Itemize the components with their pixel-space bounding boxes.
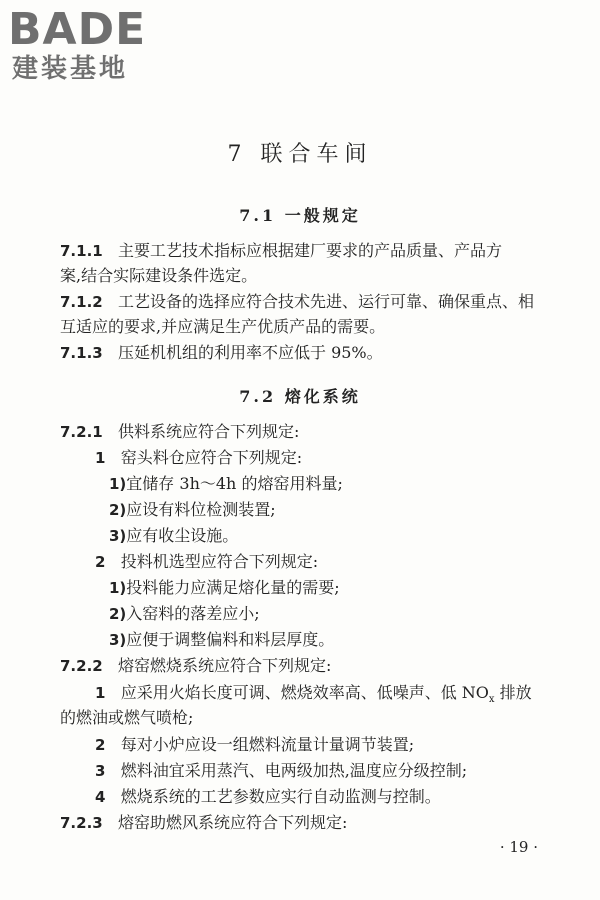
subitem-text: 投料能力应满足熔化量的需要;: [126, 578, 340, 597]
item-7-2-1-2: [95, 551, 318, 573]
item-number: 2: [95, 736, 106, 754]
subitem-number: 1): [109, 475, 127, 493]
clause-7-2-3: [60, 812, 347, 834]
subitem: [109, 499, 276, 521]
item-text: 窑头料仓应符合下列规定:: [120, 448, 303, 467]
clause-7-1-2: [60, 291, 534, 313]
subitem: [109, 603, 260, 625]
page-number: · 19 ·: [499, 838, 538, 856]
clause-7-2-1: [60, 421, 299, 443]
subitem: [109, 525, 238, 547]
subitem-text: 应有收尘设施。: [126, 526, 239, 545]
item-number: 4: [95, 788, 106, 806]
item-7-2-2-2: [95, 734, 414, 756]
clause-number: 7.1.3: [60, 344, 103, 362]
clause-number: 7.2.3: [60, 814, 103, 832]
subitem-number: 2): [109, 605, 127, 623]
clause-text: 压延机机组的利用率不应低于 95%。: [117, 343, 383, 362]
logo: [8, 6, 146, 84]
item-number: 3: [95, 762, 106, 780]
subitem-text: 应设有料位检测装置;: [126, 500, 276, 519]
subitem-number: 3): [109, 631, 127, 649]
item-7-2-2-4: [95, 786, 441, 808]
section-title-7-2: 7.2 熔化系统: [239, 387, 361, 406]
subitem-text: 宜储存 3h～4h 的熔窑用料量;: [126, 474, 343, 493]
item-text: 应采用火焰长度可调、燃烧效率高、低噪声、低 NO: [120, 683, 489, 702]
clause-7-1-1-cont: 案,结合实际建设条件选定。: [60, 266, 258, 285]
logo-subtitle: 建装基地: [12, 54, 129, 84]
subitem-number: 3): [109, 527, 127, 545]
subitem-number: 1): [109, 579, 127, 597]
clause-text: 熔窑燃烧系统应符合下列规定:: [117, 656, 332, 675]
item-text: 燃料油宜采用蒸汽、电两级加热,温度应分级控制;: [120, 761, 468, 780]
subitem-text: 入窑料的落差应小;: [126, 604, 260, 623]
item-subscript: x: [488, 694, 495, 706]
item-number: 1: [95, 684, 106, 702]
item-number: 2: [95, 553, 106, 571]
chapter-title: 7 联合车间: [227, 142, 373, 167]
item-7-2-1-1: [95, 447, 302, 469]
subitem-number: 2): [109, 501, 127, 519]
clause-number: 7.1.2: [60, 293, 103, 311]
clause-7-1-1: [60, 240, 502, 262]
clause-text: 主要工艺技术指标应根据建厂要求的产品质量、产品方: [117, 241, 502, 260]
item-text: 投料机选型应符合下列规定:: [120, 552, 319, 571]
clause-number: 7.2.2: [60, 657, 103, 675]
subitem: [109, 629, 334, 651]
logo-mark: BADE: [8, 4, 147, 55]
item-7-2-2-1-cont: 的燃油或燃气喷枪;: [60, 708, 194, 727]
section-title-7-1: 7.1 一般规定: [239, 206, 361, 225]
clause-number: 7.1.1: [60, 242, 103, 260]
item-text-tail: 排放: [494, 683, 532, 702]
clause-text: 熔窑助燃风系统应符合下列规定:: [117, 813, 348, 832]
subitem: [109, 577, 340, 599]
item-text: 每对小炉应设一组燃料流量计量调节装置;: [120, 735, 415, 754]
subitem-text: 应便于调整偏料和料层厚度。: [126, 630, 335, 649]
clause-7-1-3: [60, 342, 383, 364]
item-7-2-2-3: [95, 760, 467, 782]
clause-number: 7.2.1: [60, 423, 103, 441]
clause-7-2-2: [60, 655, 331, 677]
clause-7-1-2-cont: 互适应的要求,并应满足生产优质产品的需要。: [60, 317, 386, 336]
subitem: [109, 473, 343, 495]
clause-text: 供料系统应符合下列规定:: [117, 422, 300, 441]
clause-text: 工艺设备的选择应符合技术先进、运行可靠、确保重点、相: [117, 292, 534, 311]
item-text: 燃烧系统的工艺参数应实行自动监测与控制。: [120, 787, 441, 806]
item-number: 1: [95, 449, 106, 467]
